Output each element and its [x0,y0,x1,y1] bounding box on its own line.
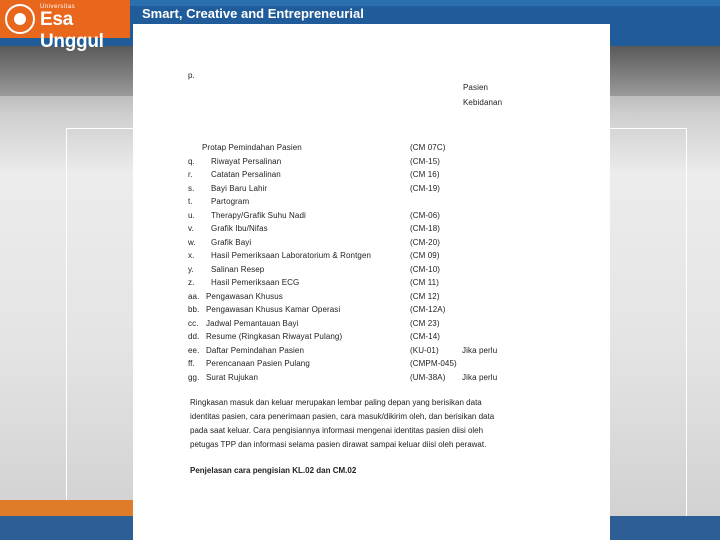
list-item-code: (CM-06) [410,210,441,220]
list-item-letter: s. [188,183,195,193]
document-page [133,24,610,540]
list-item-text: Surat Rujukan [206,372,258,382]
list-item-code: (CM-14) [410,332,441,341]
list-item-text: Resume (Ringkasan Riwayat Pulang) [206,332,343,341]
list-item-text: Daftar Pemindahan Pasien [206,345,305,355]
tagline: Smart, Creative and Entrepreneurial [142,6,364,21]
list-item-code: (CM 16) [410,170,440,179]
list-item-letter: x. [188,251,195,260]
list-item-letter: v. [188,224,194,233]
logo-emblem-icon [5,4,35,34]
list-item-letter: r. [188,170,193,179]
list-item-text: Grafik Ibu/Nifas [211,224,268,233]
paragraph-line: Ringkasan masuk dan keluar merupakan lembar paling depan yang berisikan data [190,398,482,407]
list-item-letter: dd. [188,332,200,341]
list-item-letter: u. [188,210,195,220]
list-item-text: Bayi Baru Lahir [211,183,268,193]
list-item-note: Jika perlu [462,345,498,355]
list-item-code: (CM-10) [410,264,441,274]
bottom-bar-right [610,516,720,540]
list-item-code: (KU-01) [410,345,439,355]
list-item-code: (CM-20) [410,237,441,247]
list-item-code: (CMPM-045) [410,359,457,368]
list-item-code: (UM-38A) [410,372,446,382]
list-item-letter: gg. [188,372,200,382]
list-item-text: Therapy/Grafik Suhu Nadi [211,210,306,220]
list-item-note: Jika perlu [462,372,498,382]
list-item-text: Hasil Pemeriksaan Laboratorium & Rontgen [211,251,372,260]
bottom-bar-left [0,516,135,540]
list-item-letter: aa. [188,291,200,301]
logo [0,0,130,52]
paragraph-line: identitas pasien, cara penerimaan pasien, cara masuk/dikirim oleh, dan berisikan data [190,412,495,421]
section-heading: Penjelasan cara pengisian KL.02 dan CM.02 [190,466,357,475]
list-item-letter: cc. [188,318,199,328]
list-item-text: Perencanaan Pasien Pulang [206,359,310,368]
list-item-text: Pengawasan Khusus [206,291,283,301]
list-item-letter: w. [188,237,196,247]
list-item-code: (CM-12A) [410,305,446,314]
doc-right-label-2: Kebidanan [463,98,503,107]
paragraph-line: pada saat keluar. Cara pengisiannya informasi mengenai identitas pasien diisi oleh [190,426,484,435]
list-item-letter: q. [188,156,195,166]
doc-right-label-1: Pasien [463,83,489,92]
list-item-text: Salinan Resep [211,264,265,274]
logo-text: Esa Unggul [40,9,104,52]
list-item-letter: y. [188,264,194,274]
paragraph-line: petugas TPP dan informasi selama pasien dirawat sampai keluar diisi oleh perawat. [190,440,487,449]
list-item-code: (CM 11) [410,278,439,287]
list-item-code: (CM 12) [410,291,440,301]
doc-p-label: p. [188,71,195,80]
list-item-text: Partogram [211,197,250,206]
decorative-frame-right [606,128,687,525]
list-item-letter: z. [188,278,195,287]
list-item-letter: ff. [188,359,195,368]
list-item-text: Protap Pemindahan Pasien [202,143,302,152]
logo-subtext: Universitas [40,4,76,10]
list-item-code: (CM-19) [410,183,441,193]
list-item-text: Hasil Pemeriksaan ECG [211,278,300,287]
list-item-letter: ee. [188,345,200,355]
list-item-letter: bb. [188,305,200,314]
decorative-frame-left [66,128,137,525]
list-item-letter: t. [188,197,193,206]
list-item-code: (CM 07C) [410,143,446,152]
list-item-code: (CM 23) [410,318,440,328]
list-item-text: Catatan Persalinan [211,170,281,179]
list-item-code: (CM-15) [410,156,441,166]
list-item-code: (CM-18) [410,224,441,233]
bottom-accent-orange [0,500,135,516]
list-item-text: Riwayat Persalinan [211,156,282,166]
list-item-text: Pengawasan Khusus Kamar Operasi [206,305,341,314]
list-item-text: Grafik Bayi [211,237,252,247]
list-item-code: (CM 09) [410,251,440,260]
list-item-text: Jadwal Pemantauan Bayi [206,318,299,328]
